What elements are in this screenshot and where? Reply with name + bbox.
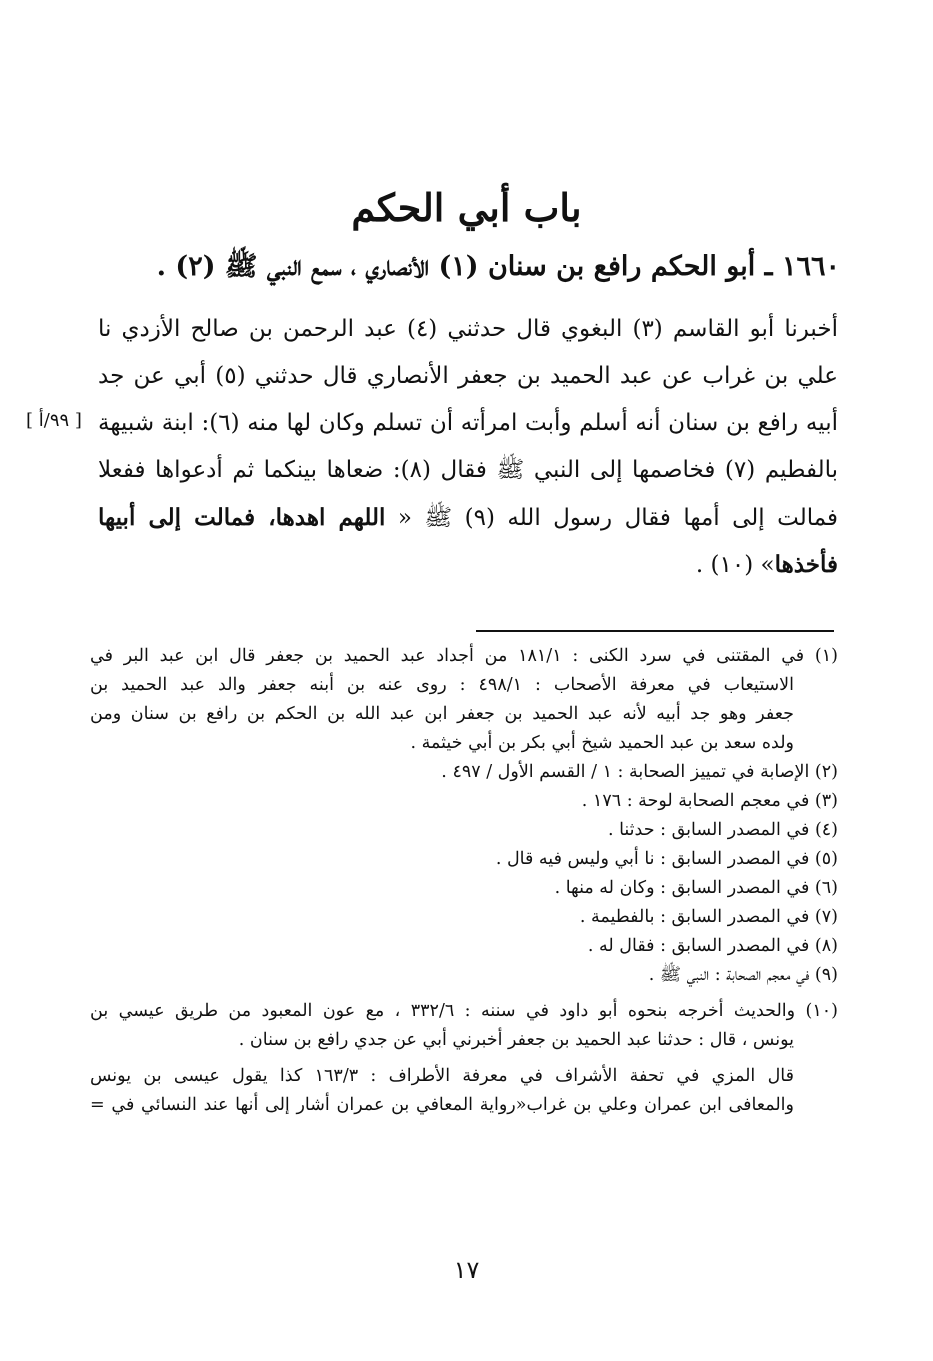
footnotes: [90, 642, 838, 1120]
prophet-quote-end: فأخذها: [774, 551, 838, 578]
body-line-5: [98, 494, 838, 541]
footnote-line: (٦) في المصدر السابق : وكان له منها .: [554, 878, 838, 898]
footnote-line: (١٠) والحديث أخرجه بنحوه أبو داود في سننه : ٣٣٢/٦ ، مع عون المعبود من طريق عيسي بن: [90, 1001, 838, 1021]
body-line-6-plain: » (١٠) .: [695, 552, 775, 578]
body-line: أخبرنا أبو القاسم (٣) البغوي قال حدثني (٤) عبد الرحمن بن صالح الأزدي نا: [98, 316, 838, 342]
body-line: علي بن غراب عن عبد الحميد بن جعفر الأنصاري قال حدثني (٥) أبي عن جد: [98, 363, 838, 389]
footnote-line: يونس ، قال : حدثنا عبد الحميد بن جعفر أخبرني أبي عن جدي رافع بن سنان .: [238, 1030, 794, 1050]
footnote-line: (٣) في معجم الصحابة لوحة : ١٧٦ .: [581, 791, 838, 811]
footnote-line: الاستيعاب في معرفة الأصحاب : ٤٩٨/١ : روى عنه بن أبنه جعفر والد عبد الحميد بن: [90, 675, 794, 695]
footnote-line: (٧) في المصدر السابق : بالفطيمة .: [579, 907, 838, 927]
footnote-line: (٩) في معجم الصحابة : النبي ﷺ .: [648, 965, 838, 985]
footnote-line: (٤) في المصدر السابق : حدثنا .: [607, 820, 838, 840]
page-number: ١٧: [453, 1256, 480, 1284]
footnote-line: (٥) في المصدر السابق : نا أبي وليس فيه قال .: [495, 849, 838, 869]
footnote-line: جعفر وهو جد أبيه لأنه عبد الحميد بن جعفر ابن عبد الله بن الحكم بن رافع بن سنان ومن: [90, 704, 794, 724]
footnote-line: ولده سعد بن عبد الحميد شيخ أبي بكر بن أبي خيثمة .: [410, 733, 794, 753]
footnote-line: (١) في المقتنى في سرد الكنى : ١٨١/١ من أجداد عبد الحميد بن جعفر قال ابن عبد البر في: [90, 646, 838, 666]
footnote-line: (٨) في المصدر السابق : فقال له .: [587, 936, 838, 956]
body-line-6: [98, 541, 838, 588]
body-line-5-plain: فمالت إلى أمها فقال رسول الله (٩) ﷺ «: [385, 505, 839, 531]
prophet-quote: اللهم اهدها، فمالت إلى أبيها: [98, 504, 386, 531]
chapter-title: باب أبي الحكم: [351, 185, 582, 230]
footnote-line: قال المزي في تحفة الأشراف في معرفة الأطراف : ١٦٣/٣ كذا يقول عيسى بن يونس: [90, 1066, 795, 1086]
footnote-divider: [476, 630, 834, 632]
hadith-body: [98, 306, 838, 588]
body-line: بالفطيم (٧) فخاصمها إلى النبي ﷺ فقال (٨): ضعاها بينكما ثم أدعواها ففعلا: [98, 457, 838, 483]
entry-heading: ١٦٦٠ ـ أبو الحكم رافع بن سنان (١) الأنصاري ، سمع النبي ﷺ (٢) .: [156, 251, 840, 282]
footnote-line: (٢) الإصابة في تمييز الصحابة : ١ / القسم الأول / ٤٩٧ .: [441, 762, 838, 782]
manuscript-folio-marker: [ ٩٩/أ ]: [26, 410, 82, 431]
footnote-line: والمعافى ابن عمران وعلي بن غراب«رواية المعافي بن عمران أشار إلى أنها عند النسائي في =: [90, 1095, 794, 1115]
body-line: أبيه رافع بن سنان أنه أسلم وأبت امرأته أن تسلم وكان لها منه (٦): ابنة شبيهة: [98, 410, 838, 436]
